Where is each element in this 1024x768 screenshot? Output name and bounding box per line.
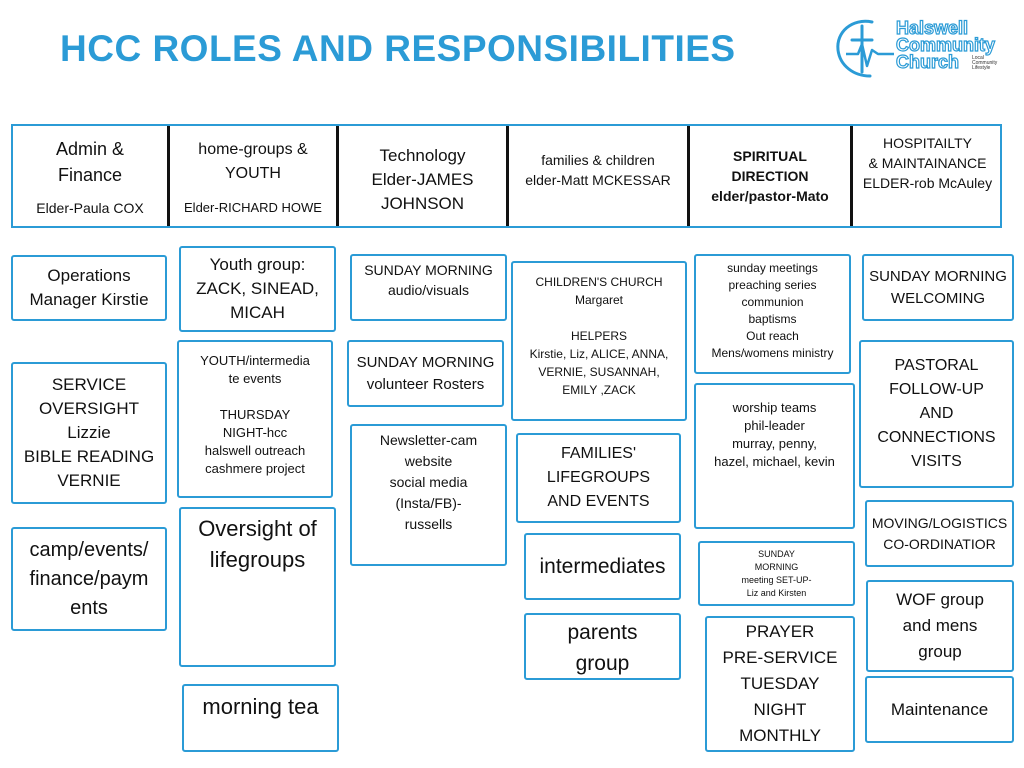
- leadership-header-bar: [11, 124, 1002, 228]
- card-operations-manager: Operations Manager Kirstie: [11, 255, 167, 321]
- header-leader: Elder-RICHARD HOWE: [184, 199, 322, 215]
- header-role: families & children elder-Matt MCKESSAR: [525, 152, 671, 188]
- card-maintenance: Maintenance: [865, 676, 1014, 743]
- card-oversight-lifegroups: Oversight of lifegroups: [179, 507, 336, 667]
- card-wof-mens-group: WOF group and mens group: [866, 580, 1014, 672]
- card-sunday-audio-visuals: SUNDAY MORNING audio/visuals: [350, 254, 507, 321]
- header-families-children: [509, 126, 687, 226]
- page-title: HCC ROLES AND RESPONSIBILITIES: [60, 28, 736, 69]
- church-logo: [832, 14, 1022, 84]
- header-leader: Elder-Paula COX: [36, 200, 144, 216]
- card-childrens-church: CHILDREN'S CHURCH Margaret HELPERS Kirstie, Liz, ALICE, ANNA, VERNIE, SUSANNAH, EMILY ,ZACK: [511, 261, 687, 421]
- card-moving-logistics: MOVING/LOGISTICS CO-ORDINATIOR: [865, 500, 1014, 567]
- logo-wordmark: Halswell Community Church: [896, 18, 995, 72]
- header-technology: [339, 126, 506, 226]
- card-volunteer-rosters: SUNDAY MORNING volunteer Rosters: [347, 340, 504, 407]
- header-homegroups-youth: [170, 126, 336, 226]
- card-morning-tea: morning tea: [182, 684, 339, 752]
- header-admin-finance: [13, 126, 167, 226]
- card-youth-intermediate-events: YOUTH/intermedia te events THURSDAY NIGHT-hcc halswell outreach cashmere project: [177, 340, 333, 498]
- header-hospitality-maintenance: [853, 126, 1002, 226]
- card-meeting-setup: SUNDAY MORNING meeting SET-UP- Liz and Kirsten: [698, 541, 855, 606]
- header-role: Technology Elder-JAMES JOHNSON: [371, 146, 474, 213]
- card-service-oversight: SERVICE OVERSIGHT Lizzie BIBLE READING VERNIE: [11, 362, 167, 504]
- card-pastoral-followup: PASTORAL FOLLOW-UP AND CONNECTIONS VISITS: [859, 340, 1014, 488]
- header-role: Admin & Finance: [55, 139, 125, 185]
- card-sunday-welcoming: SUNDAY MORNING WELCOMING: [862, 254, 1014, 321]
- header-spiritual-direction: [690, 126, 850, 226]
- cross-heartbeat-icon: [832, 14, 896, 84]
- header-role: HOSPITAILTY & MAINTAINANCE ELDER-rob McAuley: [862, 135, 993, 191]
- card-newsletter-media: Newsletter-cam website social media (Insta/FB)- russells: [350, 424, 507, 566]
- header-role: SPIRITUAL DIRECTION elder/pastor-Mato: [711, 148, 829, 204]
- card-sunday-meetings: sunday meetings preaching series communion baptisms Out reach Mens/womens ministry: [694, 254, 851, 374]
- logo-tagline: Local Community Lifestyle: [972, 55, 998, 71]
- card-parents-group: parents group: [524, 613, 681, 680]
- card-families-lifegroups: FAMILIES' LIFEGROUPS AND EVENTS: [516, 433, 681, 523]
- card-youth-group: Youth group: ZACK, SINEAD, MICAH: [179, 246, 336, 332]
- card-camp-events-finance: camp/events/ finance/paym ents: [11, 527, 167, 631]
- header-role: home-groups & YOUTH: [198, 140, 308, 182]
- card-intermediates: intermediates: [524, 533, 681, 600]
- card-prayer: PRAYER PRE-SERVICE TUESDAY NIGHT MONTHLY: [705, 616, 855, 752]
- card-worship-teams: worship teams phil-leader murray, penny, hazel, michael, kevin: [694, 383, 855, 529]
